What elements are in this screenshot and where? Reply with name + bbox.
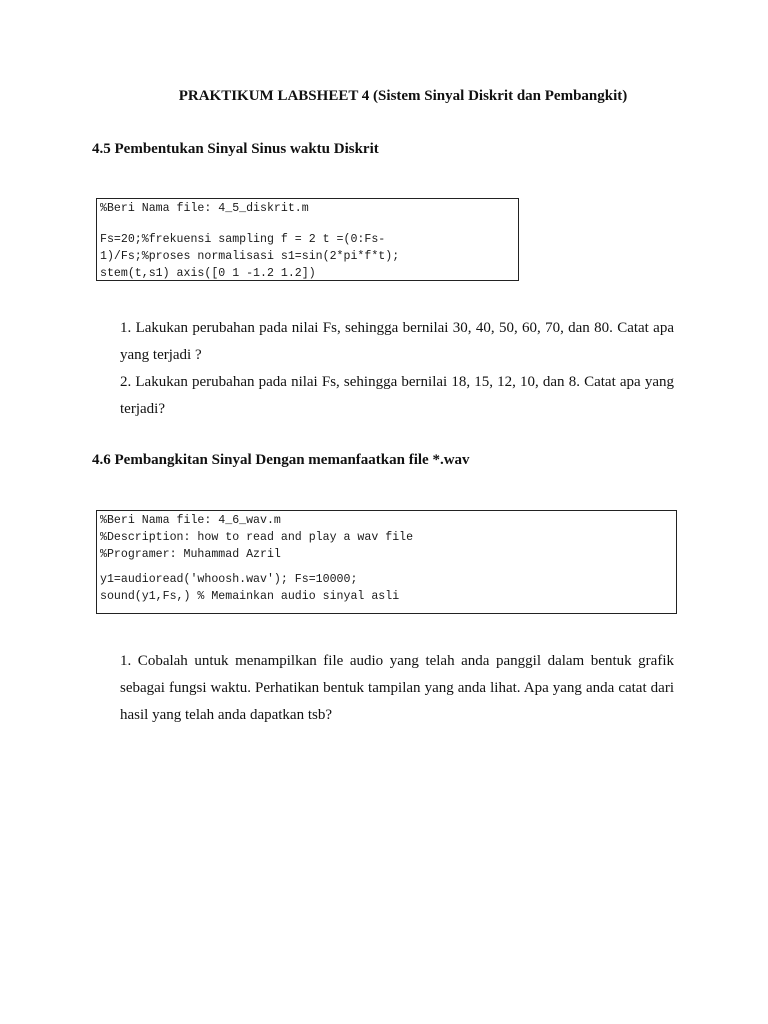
- section-heading-4-6: 4.6 Pembangkitan Sinyal Dengan memanfaatkan file *.wav: [92, 452, 470, 468]
- code-line: %Beri Nama file: 4_5_diskrit.m: [100, 202, 309, 215]
- code-block-diskrit: [96, 198, 519, 281]
- document-title: PRAKTIKUM LABSHEET 4 (Sistem Sinyal Diskrit dan Pembangkit): [178, 88, 628, 104]
- section-heading-4-5: 4.5 Pembentukan Sinyal Sinus waktu Diskrit: [92, 141, 379, 157]
- task-item-2: 2. Lakukan perubahan pada nilai Fs, sehingga bernilai 18, 15, 12, 10, dan 8. Catat apa yang terjadi?: [120, 374, 674, 417]
- code-block-wav: [96, 510, 677, 614]
- code-line: sound(y1,Fs,) % Memainkan audio sinyal asli: [100, 590, 400, 603]
- code-line: 1)/Fs;%proses normalisasi s1=sin(2*pi*f*t);: [100, 250, 400, 263]
- code-line: %Description: how to read and play a wav file: [100, 531, 414, 544]
- code-line: y1=audioread('whoosh.wav'); Fs=10000;: [100, 573, 358, 586]
- code-line: %Programer: Muhammad Azril: [100, 548, 281, 561]
- task-item-1: 1. Lakukan perubahan pada nilai Fs, sehingga bernilai 30, 40, 50, 60, 70, dan 80. Catat apa yang terjadi ?: [120, 320, 674, 363]
- code-line: %Beri Nama file: 4_6_wav.m: [100, 514, 281, 527]
- code-line: Fs=20;%frekuensi sampling f = 2 t =(0:Fs-: [100, 233, 386, 246]
- code-spacer: [100, 217, 515, 231]
- task-item-wav-1: 1. Cobalah untuk menampilkan file audio yang telah anda panggil dalam bentuk grafik sebagai fungsi waktu. Perhatikan bentuk tampilan yang anda lihat. Apa yang anda catat dari hasil yang telah anda dapatkan tsb?: [120, 653, 674, 723]
- code-spacer: [100, 563, 673, 571]
- code-line: stem(t,s1) axis([0 1 -1.2 1.2]): [100, 267, 316, 280]
